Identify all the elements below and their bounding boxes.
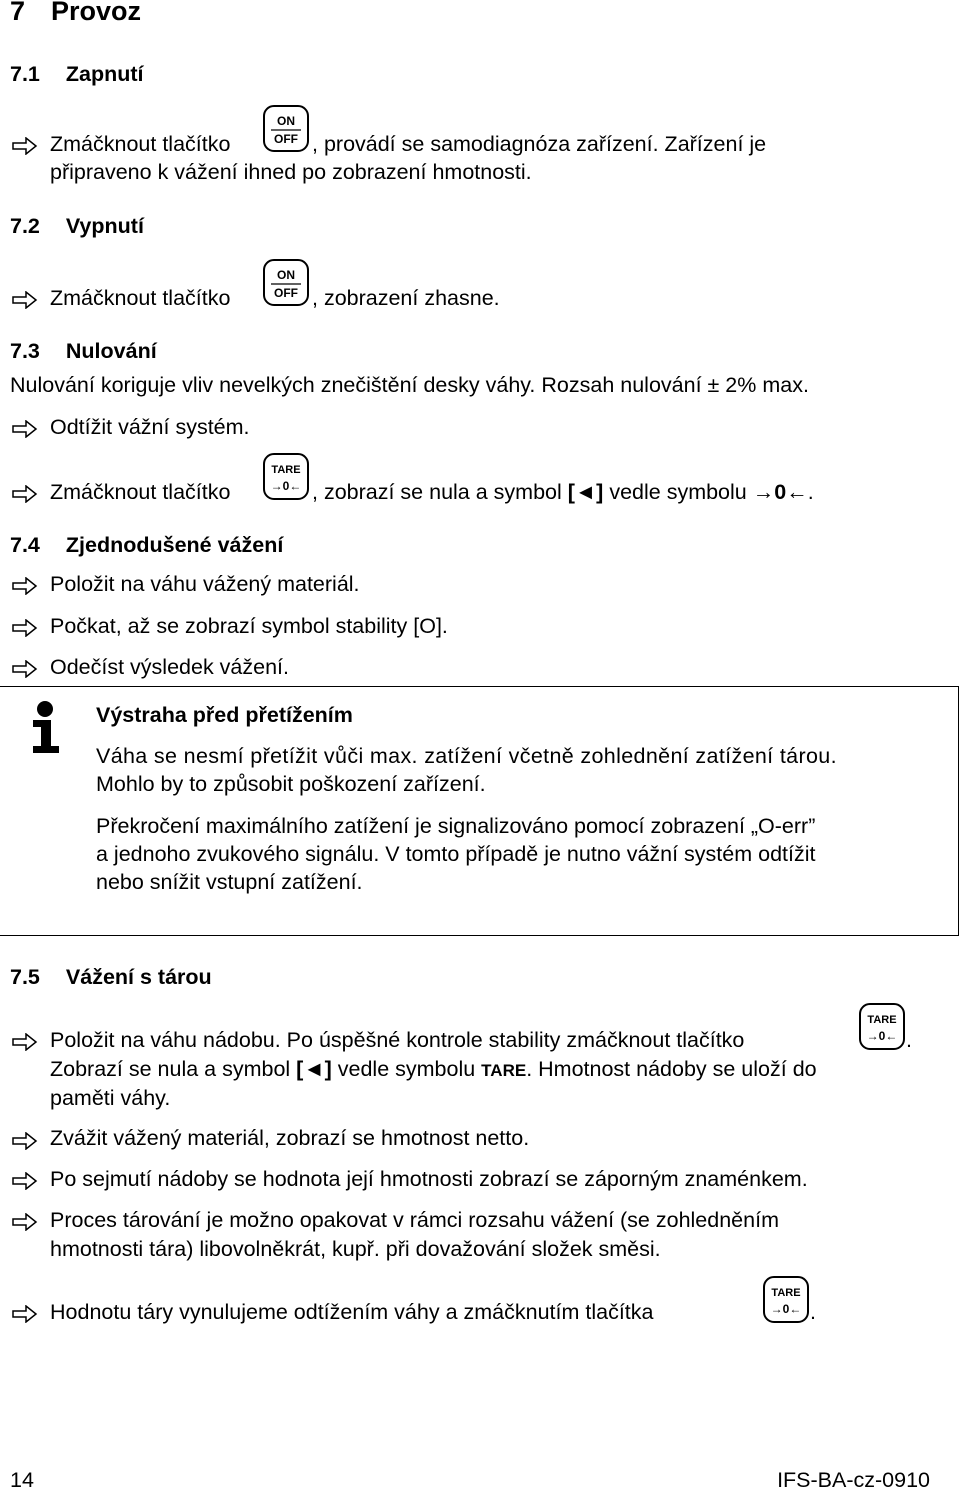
svg-text:OFF: OFF <box>274 132 298 146</box>
svg-text:→0←: →0← <box>770 1302 802 1316</box>
section-title: Nulování <box>65 339 157 363</box>
section-heading-7-3 <box>10 339 157 364</box>
bullet-arrow-icon <box>12 485 38 503</box>
tare-key-icon <box>762 1275 810 1325</box>
text-run: vedle symbolu <box>331 1057 482 1081</box>
text-run: . Hmotnost nádoby se uloží do <box>526 1057 817 1081</box>
section-title: Zapnutí <box>65 62 144 86</box>
section-number: 7.1 <box>10 62 40 86</box>
svg-text:OFF: OFF <box>274 286 298 300</box>
section-heading-7-1 <box>10 62 144 87</box>
bullet-text-cont <box>312 480 814 505</box>
bullet-arrow-icon <box>12 137 38 155</box>
svg-text:→0←: →0← <box>270 479 302 493</box>
bullet-text: Zmáčknout tlačítko <box>50 480 231 504</box>
warning-text: Váha se nesmí přetížit vůči max. zatížení včetně zohlednění zatížení tárou. <box>96 744 837 768</box>
section-number: 7.4 <box>10 533 40 557</box>
bullet-text: Odečíst výsledek vážení. <box>50 655 289 679</box>
document-code: IFS-BA-cz-0910 <box>777 1468 930 1492</box>
warning-text: nebo snížit vstupní zatížení. <box>96 870 363 894</box>
bullet-arrow-icon <box>12 1172 38 1190</box>
bullet-text-line2 <box>50 1057 817 1082</box>
bullet-arrow-icon <box>12 660 38 678</box>
section-heading-7-4 <box>10 533 283 558</box>
bullet-text-line3: paměti váhy. <box>50 1086 171 1110</box>
bullet-text: Po sejmutí nádoby se hodnota její hmotnosti zobrazí se záporným znaménkem. <box>50 1167 808 1191</box>
bullet-text: Proces tárování je možno opakovat v rámci rozsahu vážení (se zohledněním <box>50 1208 779 1232</box>
svg-text:ON: ON <box>277 114 295 128</box>
svg-text:→0←: →0← <box>866 1029 898 1043</box>
warning-text: Překročení maximálního zatížení je signalizováno pomocí zobrazení „O-err” <box>96 814 816 838</box>
info-icon <box>30 700 64 754</box>
tare-key-icon <box>262 452 310 502</box>
text-run: Zmáčknout tlačítko <box>50 132 231 156</box>
bullet-arrow-icon <box>12 1132 38 1150</box>
chapter-number: 7 <box>10 0 26 26</box>
paragraph: Nulování koriguje vliv nevelkých znečištění desky váhy. Rozsah nulování ± 2% max. <box>10 373 809 397</box>
warning-title: Výstraha před přetížením <box>96 703 353 727</box>
tare-indicator-symbol: [◄] <box>296 1057 332 1081</box>
tare-label-symbol: TARE <box>481 1061 527 1080</box>
page-number: 14 <box>10 1468 34 1492</box>
text-run: vedle symbolu <box>603 480 753 504</box>
chapter-heading <box>10 0 141 27</box>
section-title: Vypnutí <box>65 214 144 238</box>
section-number: 7.5 <box>10 965 40 989</box>
svg-text:TARE: TARE <box>271 464 301 476</box>
bullet-text-cont: . <box>906 1028 912 1052</box>
section-title: Vážení s tárou <box>65 965 212 989</box>
zero-symbol: →0← <box>752 480 808 504</box>
bullet-text-line2: hmotnosti tára) libovolněkrát, kupř. při dovažování složek směsi. <box>50 1237 661 1261</box>
text-run: . <box>807 480 814 504</box>
svg-text:TARE: TARE <box>771 1287 801 1299</box>
section-heading-7-2 <box>10 214 144 239</box>
bullet-text: Hodnotu táry vynulujeme odtížením váhy a zmáčknutím tlačítka <box>50 1300 654 1324</box>
bullet-text: Zmáčknout tlačítko <box>50 286 231 310</box>
warning-text: a jednoho zvukového signálu. V tomto případě je nutno vážní systém odtížit <box>96 842 816 866</box>
section-number: 7.2 <box>10 214 40 238</box>
bullet-arrow-icon <box>12 577 38 595</box>
bullet-text <box>50 132 230 157</box>
bullet-text: Odtížit vážní systém. <box>50 415 250 439</box>
bullet-arrow-icon <box>12 291 38 309</box>
bullet-text: Položit na váhu vážený materiál. <box>50 572 360 596</box>
on-off-key-icon <box>262 104 310 154</box>
bullet-arrow-icon <box>12 1213 38 1231</box>
section-number: 7.3 <box>10 339 40 363</box>
bullet-text: Počkat, až se zobrazí symbol stability [O]. <box>50 614 448 638</box>
bullet-arrow-icon <box>12 1305 38 1323</box>
svg-text:TARE: TARE <box>867 1014 897 1026</box>
bullet-arrow-icon <box>12 1033 38 1051</box>
bullet-arrow-icon <box>12 619 38 637</box>
bullet-text-cont: , zobrazení zhasne. <box>312 286 500 310</box>
text-run: Zobrazí se nula a symbol <box>50 1057 297 1081</box>
bullet-text: Zvážit vážený materiál, zobrazí se hmotnost netto. <box>50 1126 530 1150</box>
text-run: , provádí se samodiagnóza zařízení. Zařízení je <box>312 132 767 156</box>
warning-text: Mohlo by to způsobit poškození zařízení. <box>96 772 486 796</box>
section-heading-7-5 <box>10 965 212 990</box>
svg-text:ON: ON <box>277 268 295 282</box>
tare-key-icon <box>858 1002 906 1052</box>
bullet-text-cont <box>312 132 766 157</box>
on-off-key-icon <box>262 258 310 308</box>
bullet-text-line2: připraveno k vážení ihned po zobrazení hmotnosti. <box>50 160 532 184</box>
tare-indicator-symbol: [◄] <box>567 480 604 504</box>
bullet-arrow-icon <box>12 420 38 438</box>
bullet-text: Položit na váhu nádobu. Po úspěšné kontrole stability zmáčknout tlačítko <box>50 1028 745 1052</box>
bullet-text-cont: . <box>810 1300 816 1324</box>
section-title: Zjednodušené vážení <box>65 533 284 557</box>
chapter-title: Provoz <box>51 0 142 26</box>
text-run: , zobrazí se nula a symbol <box>312 480 568 504</box>
